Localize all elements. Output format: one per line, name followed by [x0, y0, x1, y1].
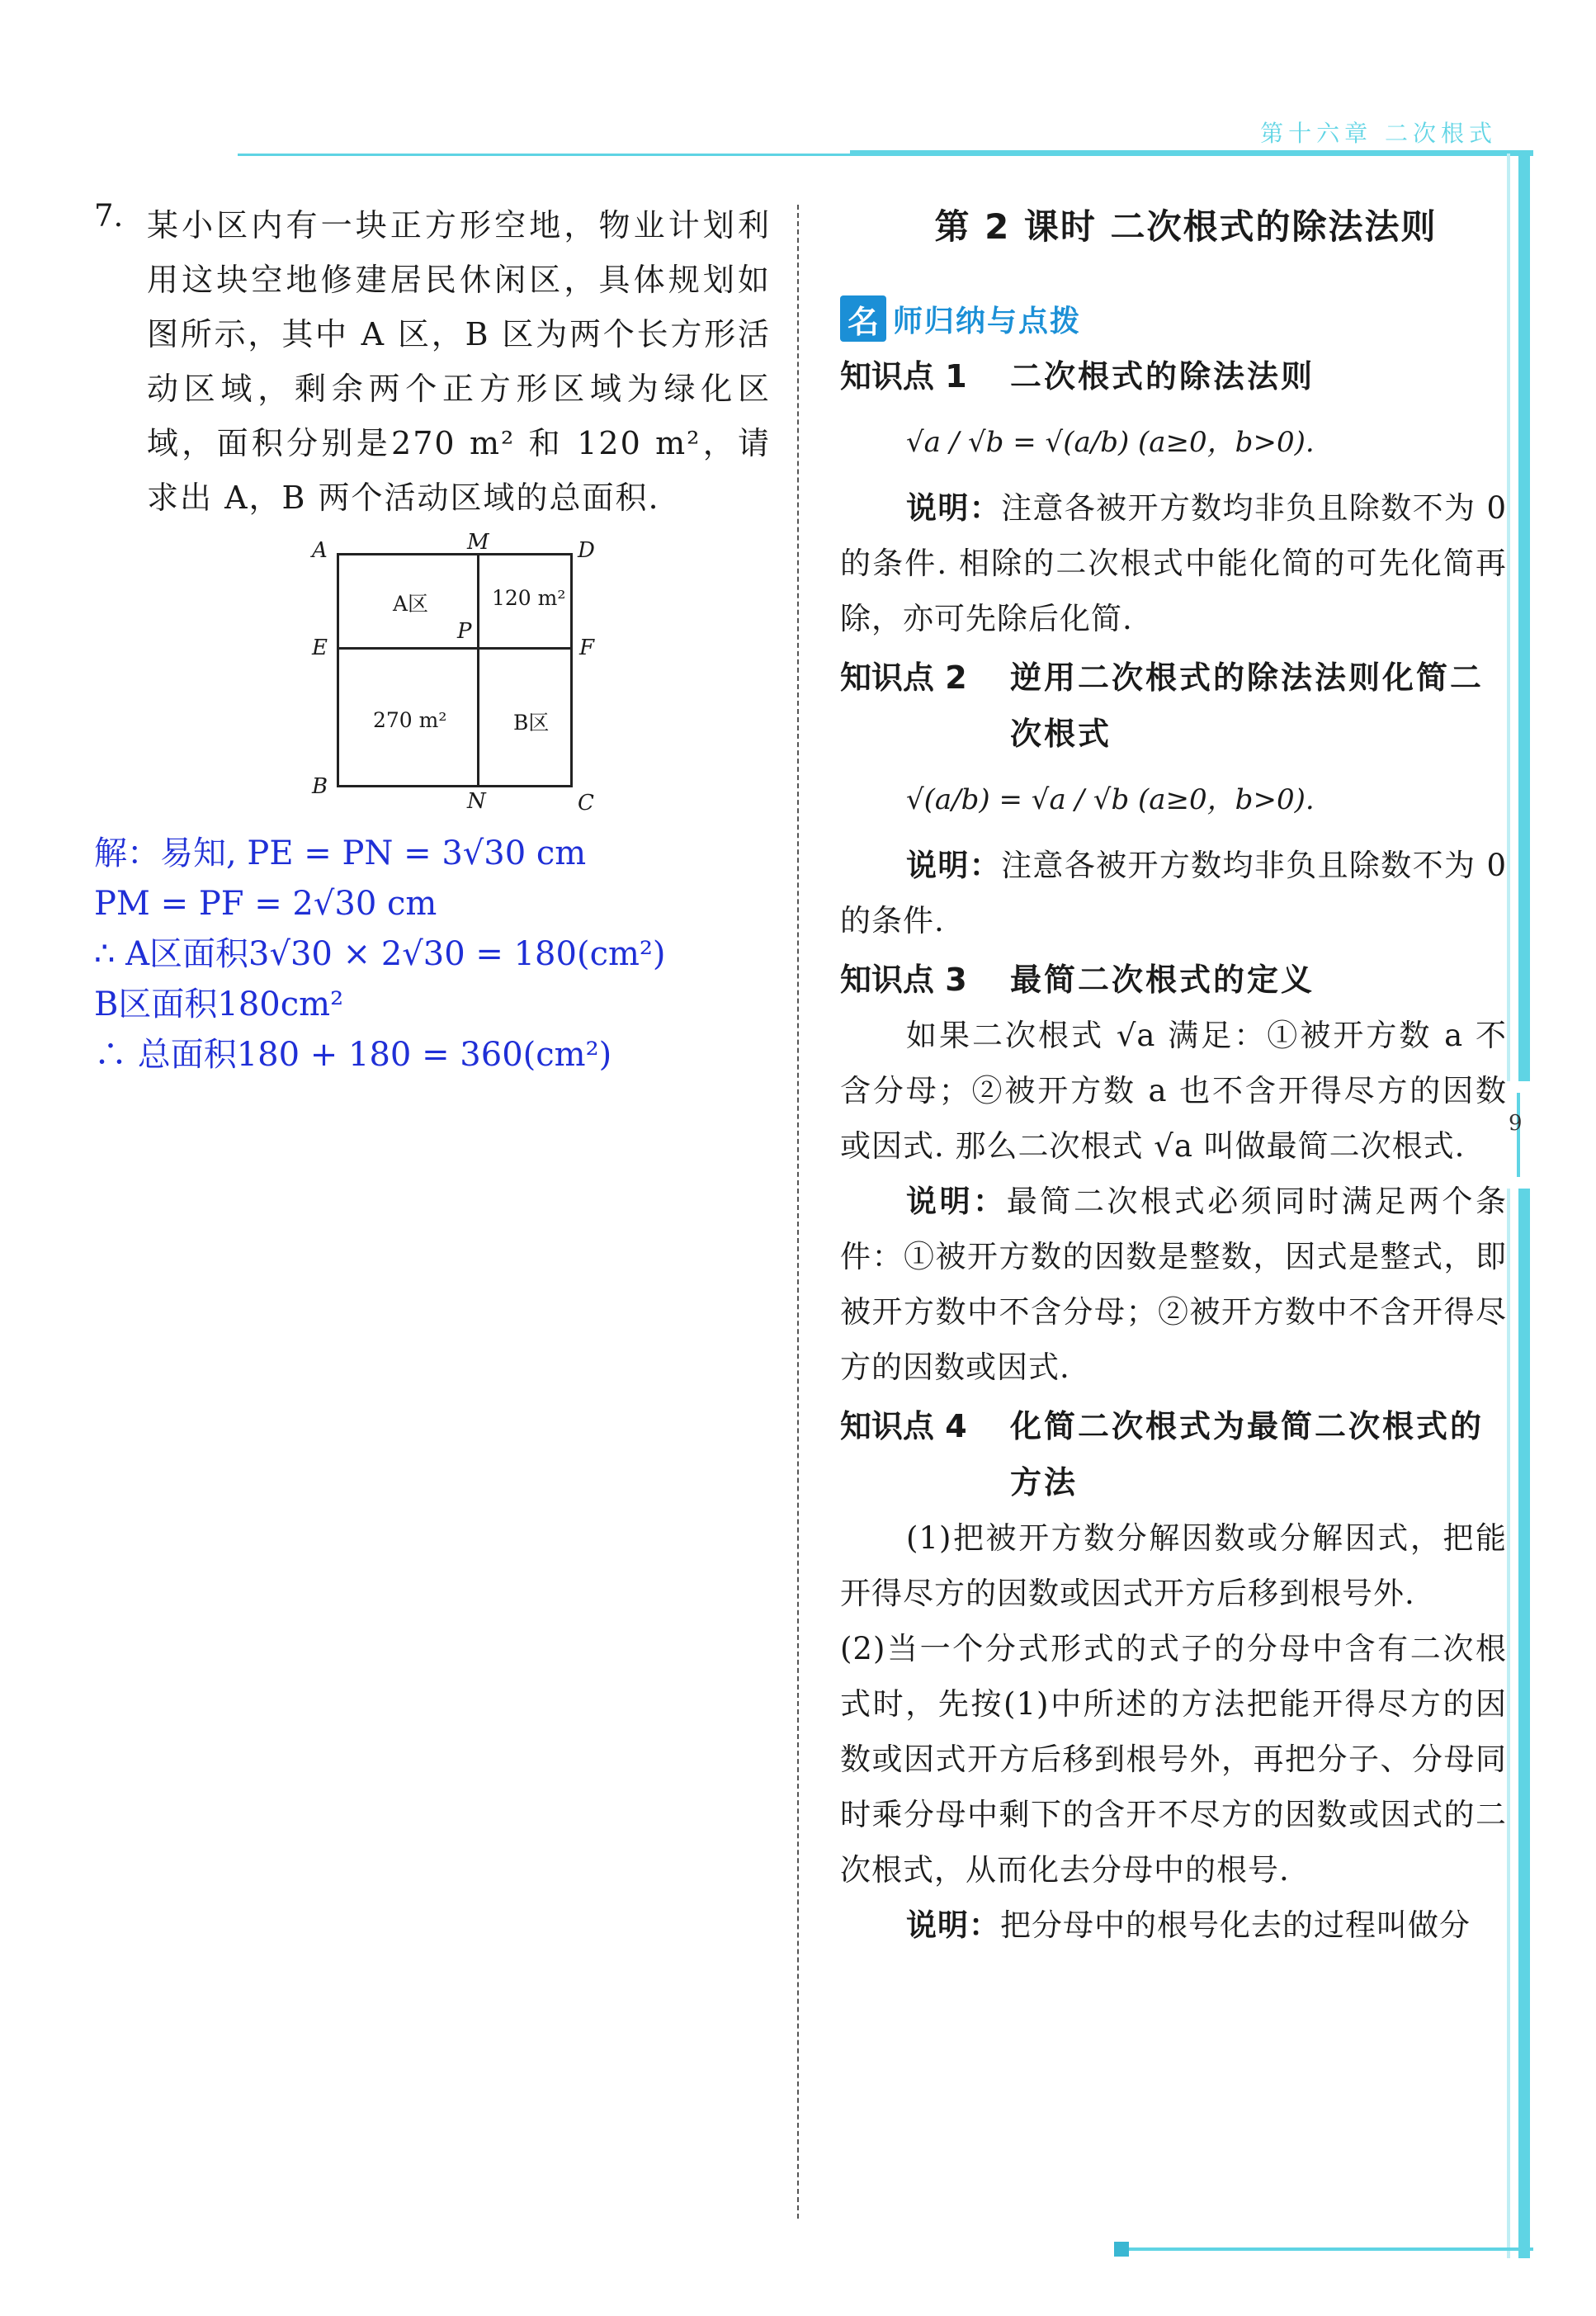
note-text: 注意各被开方数均非负且除数不为 0 的条件.: [840, 848, 1507, 938]
kp3-note: [840, 1174, 1507, 1395]
kp4-note: [840, 1898, 1507, 1953]
kp-label: 知识点 3: [840, 962, 967, 998]
knowledge-point-4: [840, 1398, 1507, 1510]
kp-title: 二次根式的除法法则: [1010, 358, 1315, 395]
knowledge-point-2: [840, 650, 1507, 762]
kp4-step1: (1)把被开方数分解因数或分解因式，把能开得尽方的因数或因式开方后移到根号外.: [840, 1520, 1507, 1611]
kp-title: 最简二次根式的定义: [1010, 962, 1315, 998]
badge-icon: 名: [840, 295, 886, 342]
kp2-formula: √(a/b) = √a / √b (a≥0，b>0).: [906, 783, 1315, 816]
kp-title: 逆用二次根式的除法法则化简二次根式: [1010, 659, 1485, 752]
header-line: [238, 154, 1533, 156]
note-text: 注意各被开方数均非负且除数不为 0 的条件. 相除的二次根式中能化简的可先化简再除，亦可先除后化简.: [840, 490, 1507, 636]
point-d: D: [578, 538, 595, 563]
point-b: B: [312, 774, 328, 799]
point-f: F: [579, 636, 595, 660]
region-a: A区: [393, 592, 429, 616]
kp-label: 知识点 4: [840, 1408, 967, 1444]
point-p: P: [457, 619, 472, 644]
kp-title: 化简二次根式为最简二次根式的方法: [1010, 1408, 1485, 1501]
kp4-step2: (2)当一个分式形式的式子的分母中含有二次根式时，先按(1)中所述的方法把能开得尽方的因数或因式开方后移到根号外，再把分子、分母同时乘分母中剩下的含开不尽方的因数或因式的二次根式，从而化去分母中的根号.: [840, 1631, 1507, 1888]
column-divider: [797, 205, 799, 2219]
note-text: 把分母中的根号化去的过程叫做分: [1000, 1907, 1471, 1943]
side-bar-light: [1507, 154, 1510, 2258]
kp1-formula: √a / √b = √(a/b) (a≥0，b>0).: [906, 426, 1315, 459]
footer-line: [1126, 2247, 1533, 2251]
point-e: E: [312, 636, 328, 660]
region-270: 270 m²: [373, 708, 447, 732]
solution-line: B区面积180cm²: [94, 985, 344, 1023]
solution-block: [94, 829, 666, 1080]
note-label: 说明：: [906, 1907, 1000, 1943]
region-120: 120 m²: [492, 586, 566, 610]
region-b: B区: [513, 711, 550, 735]
square-plan-figure: [305, 530, 602, 815]
figure-line-ef: [337, 647, 573, 650]
page-number: 9: [1509, 1111, 1523, 1136]
solution-line: PM = PF = 2√30 cm: [94, 885, 437, 923]
kp-label: 知识点 1: [840, 358, 967, 395]
kp2-note: [840, 838, 1507, 948]
kp-label: 知识点 2: [840, 659, 967, 696]
kp3-body: 如果二次根式 √a 满足：①被开方数 a 不含分母；②被开方数 a 也不含开得尽方的因数或因式. 那么二次根式 √a 叫做最简二次根式.: [840, 1018, 1507, 1164]
footer-dot: [1114, 2242, 1129, 2257]
solution-line: ∴ 总面积180 + 180 = 360(cm²): [94, 1036, 612, 1074]
lesson-title: 第 2 课时 二次根式的除法法则: [934, 206, 1438, 247]
point-m: M: [467, 530, 489, 555]
side-bar: [1518, 154, 1530, 2258]
point-n: N: [467, 789, 486, 814]
figure-line-mn: [477, 553, 479, 787]
note-label: 说明：: [906, 848, 1002, 883]
point-a: A: [312, 538, 328, 563]
note-text: 最简二次根式必须同时满足两个条件：①被开方数的因数是整数，因式是整式，即被开方数中不含分母；②被开方数中不含开得尽方的因数或因式.: [840, 1184, 1507, 1385]
note-label: 说明：: [906, 490, 1002, 526]
point-c: C: [578, 791, 594, 815]
chapter-header: 第十六章 二次根式: [1260, 120, 1497, 147]
lesson-section: [840, 198, 1507, 1953]
solution-line: 解：易知, PE = PN = 3√30 cm: [94, 834, 587, 872]
question-text: 某小区内有一块正方形空地，物业计划利用这块空地修建居民休闲区，具体规划如图所示，其中 A 区，B 区为两个长方形活动区域，剩余两个正方形区域为绿化区域，面积分别是270 m² 和 120 m²，请求出 A，B 两个活动区域的总面积.: [147, 207, 771, 516]
question-block: [94, 198, 771, 525]
section-badge: [840, 292, 1507, 345]
knowledge-point-1: [840, 348, 1507, 404]
kp1-note: [840, 480, 1507, 646]
solution-line: ∴ A区面积3√30 × 2√30 = 180(cm²): [94, 935, 666, 973]
knowledge-point-3: [840, 952, 1507, 1008]
badge-text: 师归纳与点拨: [893, 304, 1082, 338]
note-label: 说明：: [906, 1184, 1007, 1219]
question-number: 7.: [94, 198, 124, 234]
